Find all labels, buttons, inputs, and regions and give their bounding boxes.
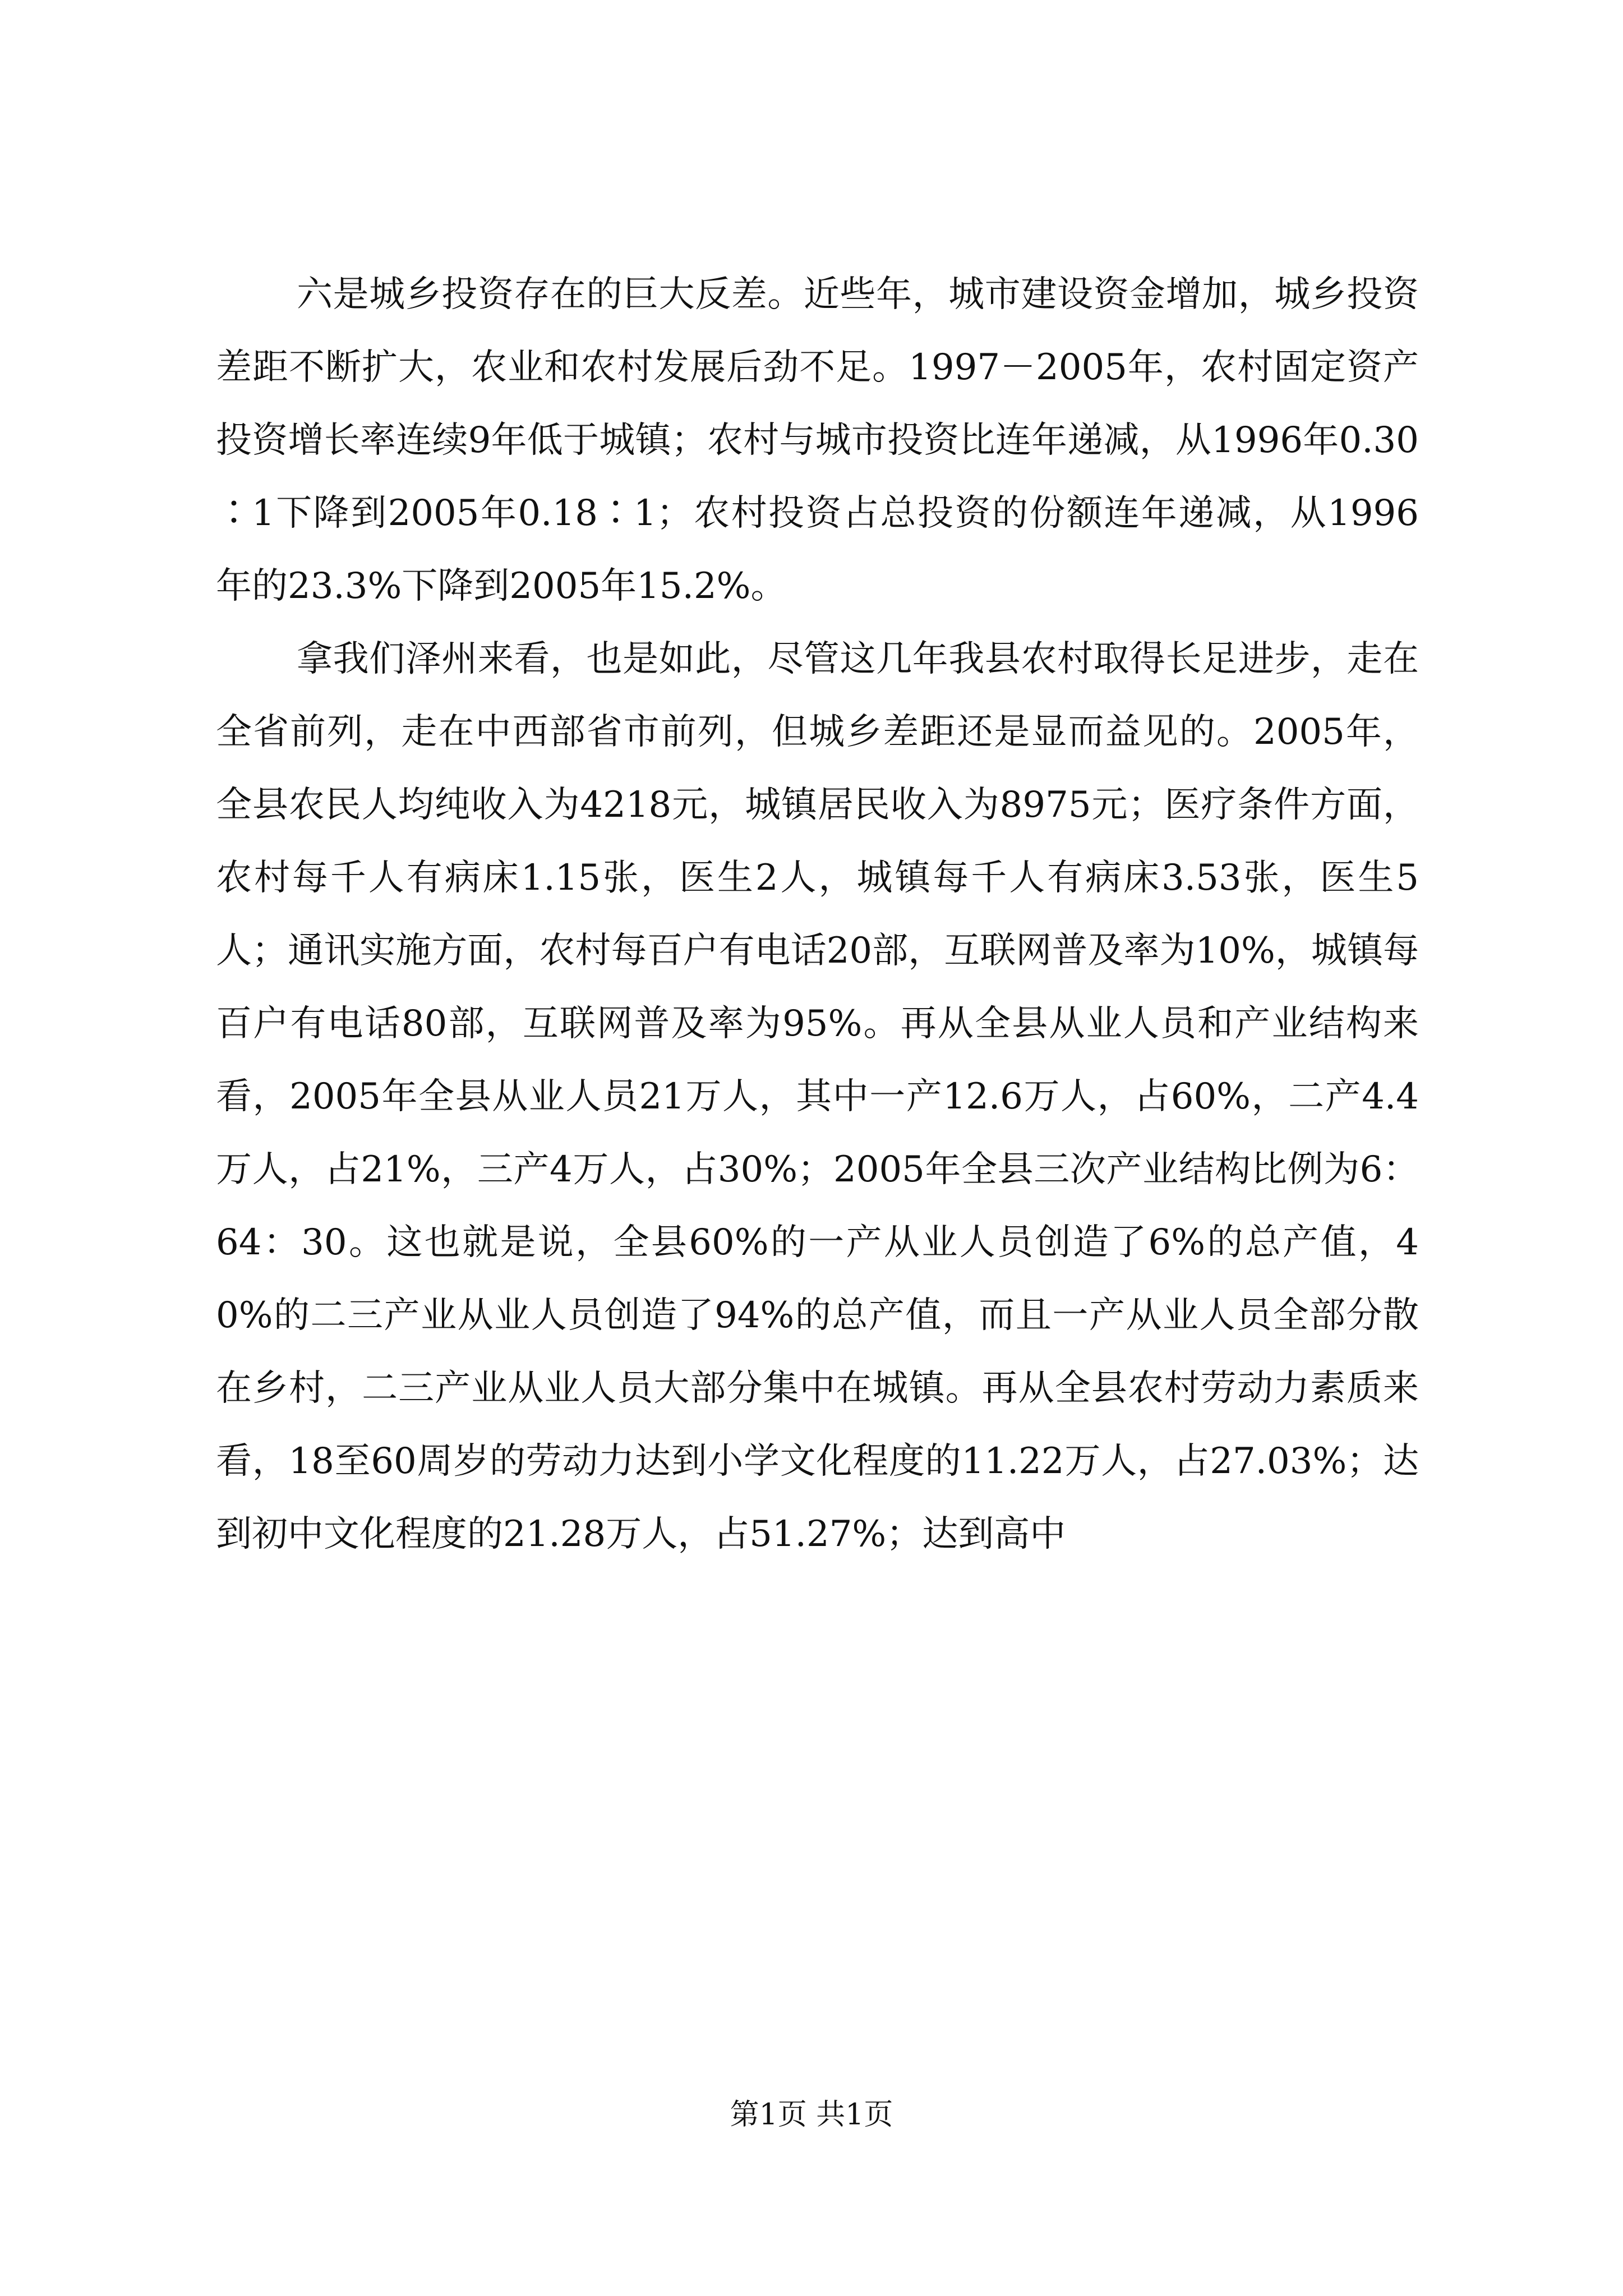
paragraph-zezhou-gap: 拿我们泽州来看，也是如此，尽管这几年我县农村取得长足进步，走在全省前列，走在中西部省市前列，但城乡差距还是显而益见的。2005年，全县农民人均纯收入为4218元，城镇居民收入为8975元；医疗条件方面，农村每千人有病床1.15张，医生2人，城镇每千人有病床3.53张，医生5人；通讯实施方面，农村每百户有电话20部，互联网普及率为10%，城镇每百户有电话80部，互联网普及率为95%。再从全县从业人员和产业结构来看，2005年全县从业人员21万人，其中一产12.6万人，占60%，二产4.4万人，占21%，三产4万人，占30%；2005年全县三次产业结构比例为6：64：30。这也就是说，全县60%的一产从业人员创造了6%的总产值，40%的二三产业从业人员创造了94%的总产值，而且一产从业人员全部分散在乡村，二三产业从业人员大部分集中在城镇。再从全县农村劳动力素质来看，18至60周岁的劳动力达到小学文化程度的11.22万人，占27.03%；达到初中文化程度的21.28万人，占51.27%；达到高中 <box>216 638 1419 1555</box>
paragraph-urban-rural-investment: 六是城乡投资存在的巨大反差。近些年，城市建设资金增加，城乡投资差距不断扩大，农业和农村发展后劲不足。1997－2005年，农村固定资产投资增长率连续9年低于城镇；农村与城市投资比连年递减，从1996年0.30∶1下降到2005年0.18∶1；农村投资占总投资的份额连年递减，从1996年的23.3%下降到2005年15.2%。 <box>216 274 1419 607</box>
page-footer: 第1页 共1页 <box>730 2098 893 2132</box>
document-body <box>216 258 1419 1571</box>
